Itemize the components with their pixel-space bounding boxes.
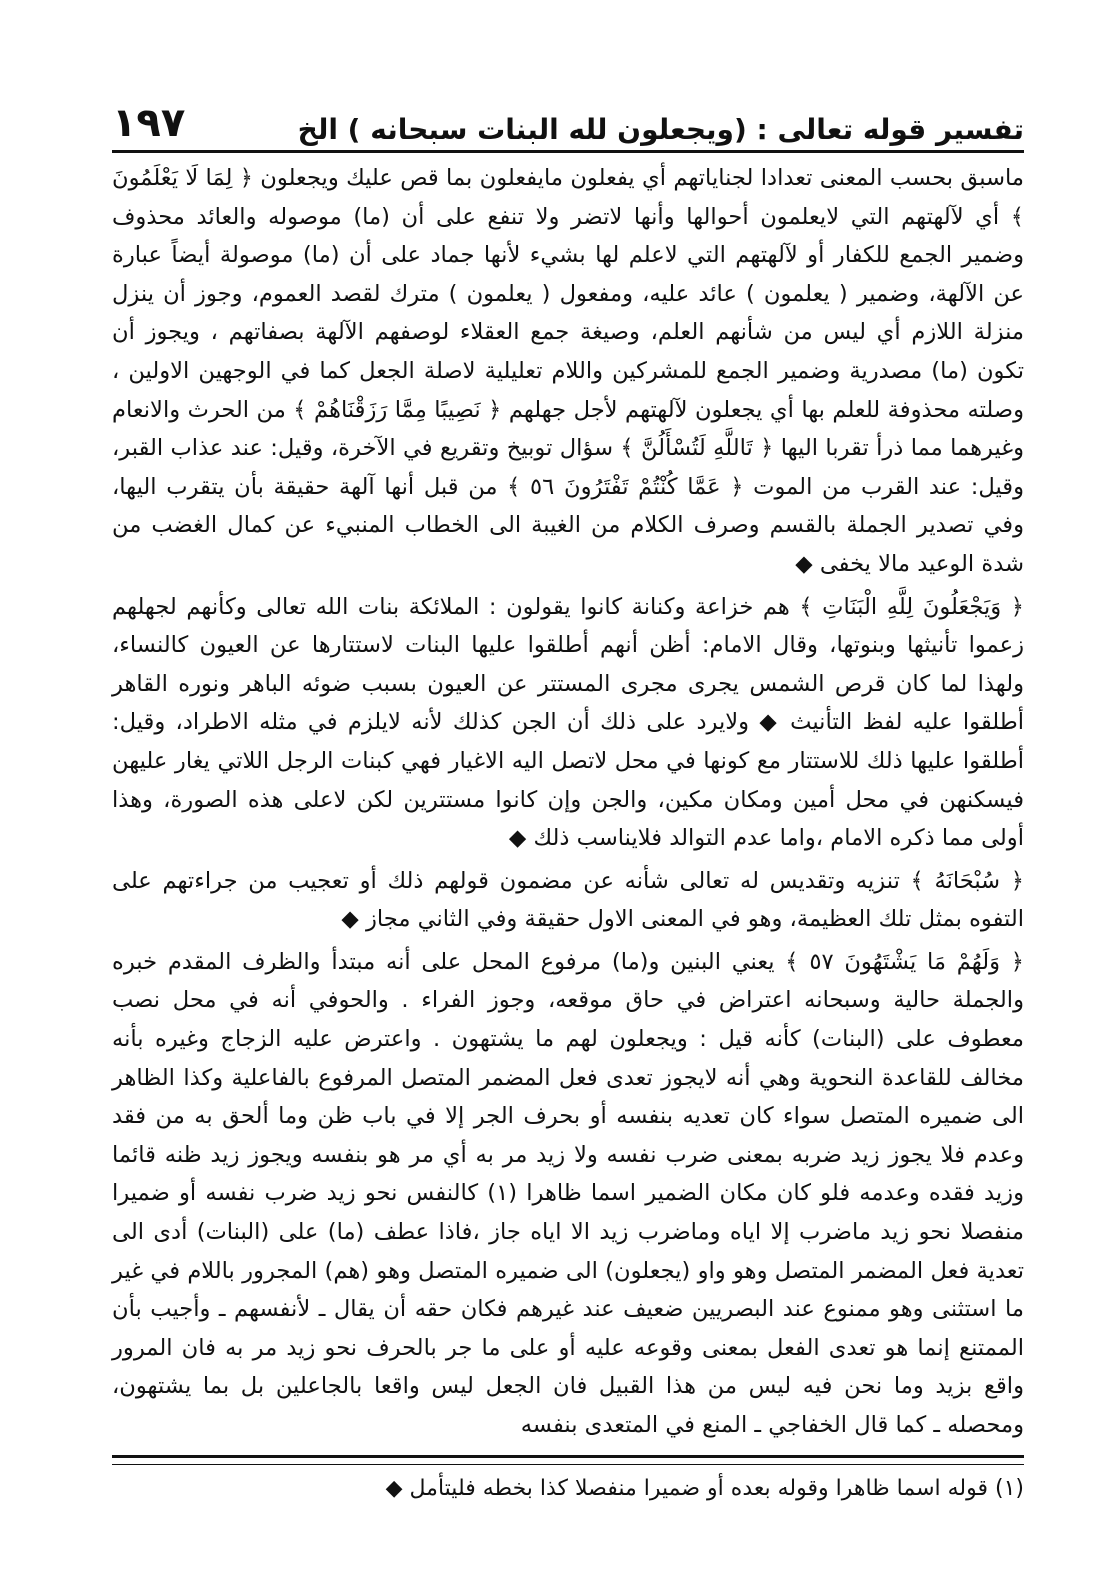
document-page — [112, 92, 1024, 1507]
paragraph-1: ماسبق بحسب المعنى تعدادا لجناياتهم أي يفعلون مايفعلون بما قص عليك ويجعلون ﴿ لِمَا لَا يَعْلَمُونَ ﴾ أي لآلهتهم التي لايعلمون أحوالها وأنها لاتضر ولا تنفع على أن (ما) موصوله والعائد محذوف وضمير الجمع للكفار أو لآلهتهم التي لاعلم لها بشيء لأنها جماد على أن (ما) موصولة أيضاً عبارة عن الآلهة، وضمير ( يعلمون ) عائد عليه، ومفعول ( يعلمون ) مترك لقصد العموم، وجوز أن ينزل منزلة اللازم أي ليس من شأنهم العلم، وصيغة جمع العقلاء لوصفهم الآلهة بصفاتهم ، ويجوز أن تكون (ما) مصدرية وضمير الجمع للمشركين واللام تعليلية لاصلة الجعل كما في الوجهين الاولين ، وصلته محذوفة للعلم بها أي يجعلون لآلهتهم لأجل جهلهم ﴿ نَصِيبًا مِمَّا رَزَقْنَاهُمْ ﴾ من الحرث والانعام وغيرهما مما ذرأ تقربا اليها ﴿ تَاللَّهِ لَتُسْأَلُنَّ ﴾ سؤال توبيخ وتقريع في الآخرة، وقيل: عند عذاب القبر، وقيل: عند القرب من الموت ﴿ عَمَّا كُنْتُمْ تَفْتَرُونَ ٥٦ ﴾ من قبل أنها آلهة حقيقة بأن يتقرب اليها، وفي تصدير الجملة بالقسم وصرف الكلام من الغيبة الى الخطاب المنبيء عن كمال الغضب من شدة الوعيد مالا يخفى ◆ — [112, 165, 1024, 577]
paragraph-4: ﴿ وَلَهُمْ مَا يَشْتَهُونَ ٥٧ ﴾ يعني البنين و(ما) مرفوع المحل على أنه مبتدأ والظرف المقدم خبره والجملة حالية وسبحانه اعتراض في حاق موقعه، وجوز الفراء . والحوفي أنه في محل نصب معطوف على (البنات) كأنه قيل : ويجعلون لهم ما يشتهون . واعترض عليه الزجاج وغيره بأنه مخالف للقاعدة النحوية وهي أنه لايجوز تعدى فعل المضمر المتصل المرفوع بالفاعلية وكذا الظاهر الى ضميره المتصل سواء كان تعديه بنفسه أو بحرف الجر إلا في باب ظن وما ألحق به من فقد وعدم فلا يجوز زيد ضربه بمعنى ضرب نفسه ولا زيد مر به أي مر هو بنفسه ويجوز زيد ظنه قائما وزيد فقده وعدمه فلو كان مكان الضمير اسما ظاهرا (١) كالنفس نحو زيد ضرب نفسه أو ضميرا منفصلا نحو زيد ماضرب إلا اياه وماضرب زيد الا اياه جاز ،فاذا عطف (ما) على (البنات) أدى الى تعدية فعل المضمر المتصل وهو واو (يجعلون) الى ضميره المتصل وهو (هم) المجرور باللام في غير ما استثنى وهو ممنوع عند البصريين ضعيف عند غيرهم فكان حقه أن يقال ـ لأنفسهم ـ وأجيب بأن الممتنع إنما هو تعدى الفعل بمعنى وقوعه عليه أو على ما جر بالحرف نحو زيد مر به فان المرور واقع بزيد وما نحن فيه ليس من هذا القبيل فان الجعل ليس واقعا بالجاعلين بل بما يشتهون، ومحصله ـ كما قال الخفاجي ـ المنع في المتعدى بنفسه — [112, 948, 1025, 1438]
page-body — [112, 159, 1024, 1445]
footnote: (١) قوله اسما ظاهرا وقوله بعده أو ضميرا منفصلا كذا بخطه فليتأمل ◆ — [385, 1475, 1024, 1501]
page-number: ١٩٧ — [112, 100, 186, 146]
running-title: تفسير قوله تعالى : (ويجعلون لله البنات سبحانه ) الخ — [297, 113, 1024, 146]
page-header — [112, 92, 1024, 153]
paragraph-3: ﴿ سُبْحَانَهُ ﴾ تنزيه وتقديس له تعالى شأنه عن مضمون قولهم ذلك أو تعجيب من جراءتهم على التفوه بمثل تلك العظيمة، وهو في المعنى الاول حقيقة وفي الثاني مجاز ◆ — [112, 867, 1024, 933]
footnote-divider — [112, 1455, 1024, 1465]
paragraph-2: ﴿ وَيَجْعَلُونَ لِلَّهِ الْبَنَاتِ ﴾ هم خزاعة وكنانة كانوا يقولون : الملائكة بنات الله تعالى وكأنهم لجهلهم زعموا تأنيثها وبنوتها، وقال الامام: أظن أنهم أطلقوا عليها البنات لاستتارها عن العيون كالنساء، ولهذا لما كان قرص الشمس يجرى مجرى المستتر عن العيون بسبب ضوئه الباهر ونوره القاهر أطلقوا عليه لفظ التأنيث ◆ ولايرد على ذلك أن الجن كذلك لأنه لايلزم في مثله الاطراد، وقيل: أطلقوا عليها ذلك للاستتار مع كونها في محل لاتصل اليه الاغيار فهي كبنات الرجل اللاتي يغار عليهن فيسكنهن في محل أمين ومكان مكين، والجن وإن كانوا مستترين لكن لاعلى هذه الصورة، وهذا أولى مما ذكره الامام ،واما عدم التوالد فلايناسب ذلك ◆ — [112, 593, 1024, 852]
